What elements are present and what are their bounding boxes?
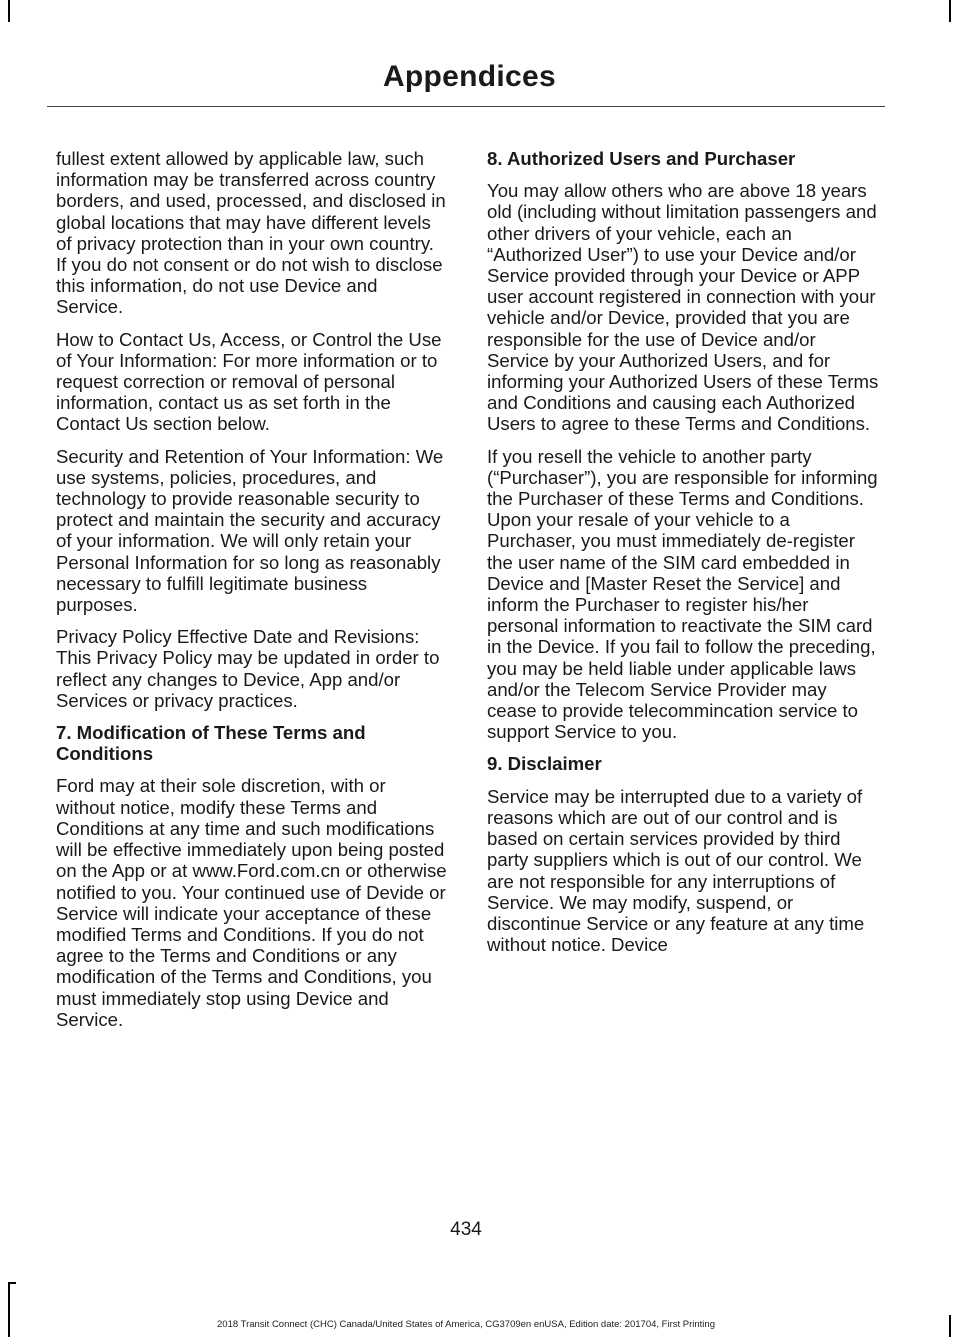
section-heading: 7. Modification of These Terms and Conditions [56, 722, 366, 765]
crop-mark [8, 1282, 16, 1284]
left-column [56, 148, 448, 1041]
header-divider [47, 106, 885, 107]
paragraph: Ford may at their sole discretion, with or without notice, modify these Terms and Conditions at any time and such modifications will be effective immediately upon being posted on the App or at www.Ford.com.cn or otherwise notified to you. Your continued use of Devide or Service will indicate your acceptance of these modified Terms and Conditions. If you do not agree to the Terms and Conditions or any modification of the Terms and Conditions, you must immediately stop using Device and Service. [56, 775, 447, 1030]
paragraph: Security and Retention of Your Information: We use systems, policies, procedures, and technology to provide reasonable security to protect and maintain the security and accuracy of your information. We will only retain your Personal Information for so long as reasonably necessary to fulfill legitimate business purposes. [56, 445, 444, 616]
section-heading: 9. Disclaimer [487, 753, 602, 775]
page-number: 434 [450, 1219, 482, 1240]
crop-mark [949, 1315, 951, 1337]
page-title: Appendices [382, 60, 556, 93]
paragraph: fullest extent allowed by applicable law, such information may be transferred across country borders, and used, processed, and disclosed in global locations that may have different levels of privacy protection than in your own country. If you do not consent or do not wish to disclose this information, do not use Device and Service. [56, 148, 446, 318]
paragraph: How to Contact Us, Access, or Control the Use of Your Information: For more information or to request correction or removal of personal information, contact us as set forth in the Contact Us section below. [56, 328, 442, 435]
right-column [487, 148, 879, 966]
paragraph: Service may be interrupted due to a variety of reasons which are out of our control and is based on certain services provided by third party suppliers which is out of our control. We are not responsible for any interruptions of Service. We may modify, suspend, or discontinue Service or any feature at any time without notice. Device [487, 785, 865, 956]
paragraph: If you resell the vehicle to another party (“Purchaser”), you are responsible for informing the Purchaser of these Terms and Conditions. Upon your resale of your vehicle to a Purchaser, you must immediately de-register the user name of the SIM card embedded in Device and [Master Reset the Service] and inform the Purchaser to register his/her personal information to reactivate the SIM card in the Device. If you fail to follow the preceding, you may be held liable under applicable laws and/or the Telecom Service Provider may cease to provide telecommincation service to support Service to you. [487, 445, 878, 743]
footer-text: 2018 Transit Connect (CHC) Canada/United States of America, CG3709en enUSA, Edition date: 201704, First Printing [217, 1319, 715, 1330]
crop-mark [949, 0, 951, 22]
paragraph: You may allow others who are above 18 years old (including without limitation passengers and other drivers of your vehicle, each an “Authorized User”) to use your Device and/or Service provided through your Device or APP user account registered in connection with your vehicle and/or Device, provided that you are responsible for the use of Device and/or Service by your Authorized Users, and for informing your Authorized Users of these Terms and Conditions and causing each Authorized Users to agree to these Terms and Conditions. [487, 180, 879, 435]
crop-mark [8, 0, 10, 22]
paragraph: Privacy Policy Effective Date and Revisions: This Privacy Policy may be updated in order to reflect any changes to Device, App and/or Services or privacy practices. [56, 626, 440, 711]
section-heading: 8. Authorized Users and Purchaser [487, 148, 796, 169]
